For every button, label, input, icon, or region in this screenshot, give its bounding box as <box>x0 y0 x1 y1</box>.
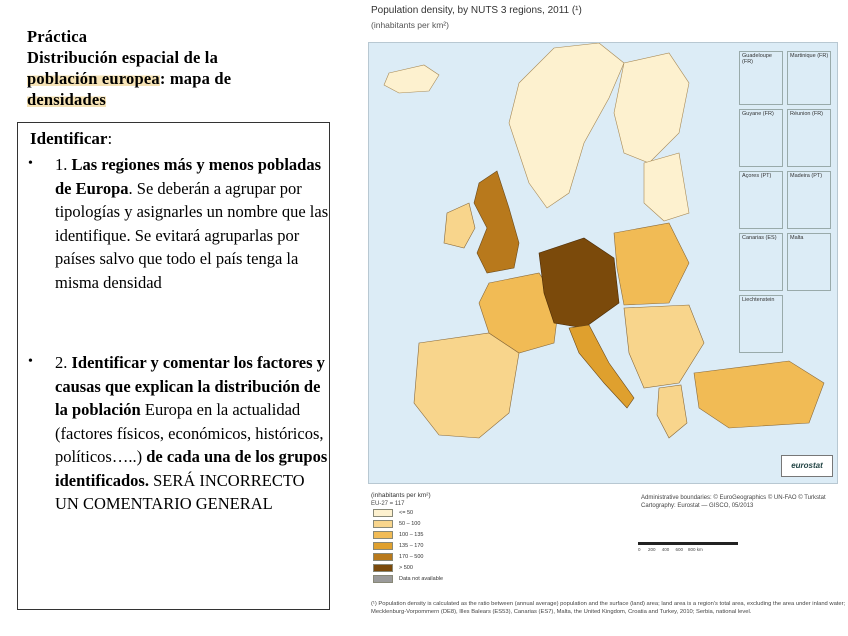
density-map-figure <box>363 0 848 636</box>
legend-row <box>371 541 621 551</box>
inset-guyane <box>739 109 783 167</box>
legend-swatch <box>373 542 393 550</box>
title-line4-text: densidades <box>27 90 107 109</box>
inset-label: Martinique (FR) <box>790 53 829 59</box>
eurostat-logo: eurostat <box>781 455 833 477</box>
bullet-2-text <box>55 351 330 516</box>
inset-malta <box>787 233 831 291</box>
legend-row <box>371 563 621 573</box>
map-credits: Administrative boundaries: © EuroGeographics © UN-FAO © Turkstat Cartography: Eurostat — GISCO, 05/2013 <box>641 495 826 509</box>
bullet-1-text <box>55 153 330 294</box>
legend-label: > 500 <box>399 565 413 571</box>
bullet-2-number: 2. <box>55 353 72 372</box>
legend-swatch <box>373 509 393 517</box>
identify-label: Identificar <box>30 129 108 148</box>
task-box <box>17 122 330 610</box>
inset-guadeloupe <box>739 51 783 105</box>
scale-bar-labels: 0 200 400 600 800 km <box>638 547 703 552</box>
legend-row <box>371 552 621 562</box>
title-line-distribucion: Distribución espacial de la <box>27 48 219 67</box>
inset-label: Liechtenstein <box>742 297 775 303</box>
legend-label: <= 50 <box>399 510 414 516</box>
bullet-dot-icon: • <box>28 156 33 171</box>
bullet-1-number: 1. <box>55 155 72 174</box>
title-highlight: población europea <box>27 69 160 88</box>
legend-swatch <box>373 531 393 539</box>
identify-heading <box>30 129 112 149</box>
inset-label: Madeira (PT) <box>790 173 823 179</box>
inset-liechtenstein <box>739 295 783 353</box>
bullet-2-rest: Europa en la actualidad (factores físicos, económicos, históricos, políticos…..) <box>55 400 324 466</box>
inset-reunion <box>787 109 831 167</box>
inset-label: Canarias (ES) <box>742 235 777 241</box>
title-line3-rest: : mapa de <box>159 69 232 88</box>
map-legend <box>371 492 621 584</box>
legend-swatch <box>373 520 393 528</box>
legend-label: 135 – 170 <box>399 543 424 549</box>
scale-bar <box>638 540 758 554</box>
bullet-2-caps: SERÁ INCORRECTO UN COMENTARIO GENERAL <box>55 470 305 513</box>
legend-row <box>371 574 621 584</box>
bullet-1-bold: Las regiones más y menos pobladas de Europa <box>55 155 322 198</box>
map-footnote: (¹) Population density is calculated as the ratio between (annual average) population and the surface (land) area; land area is a region's total area, excluding the area under inland water; Mecklenburg-Vorpommern (DE8), Illes Balears (ES53), Canarias (ES7), Malta, the United Kingdom, Croatia and Turkey, 2010; Serbia, national level. <box>371 601 846 615</box>
inset-label: Açores (PT) <box>742 173 772 179</box>
slide-title <box>27 26 327 110</box>
scale-bar-line <box>638 542 738 545</box>
inset-canarias <box>739 233 783 291</box>
legend-swatch <box>373 564 393 572</box>
inset-madeira <box>787 171 831 229</box>
legend-eu-value: EU-27 = 117 <box>371 501 405 507</box>
legend-swatch <box>373 575 393 583</box>
legend-label: Data not available <box>399 576 444 582</box>
legend-label: 100 – 135 <box>399 532 424 538</box>
bullet-2-bold1: Identificar y comentar los factores y causas que explican la distribución de la población <box>55 353 325 419</box>
title-line-practica: Práctica <box>27 27 88 46</box>
inset-acores <box>739 171 783 229</box>
inset-label: Guadeloupe (FR) <box>742 53 772 65</box>
inset-label: Guyane (FR) <box>742 111 774 117</box>
map-area <box>368 42 838 484</box>
legend-swatch <box>373 553 393 561</box>
legend-row <box>371 508 621 518</box>
bullet-2-bold2: de cada una de los grupos identificados. <box>55 447 328 490</box>
legend-title: (inhabitants per km²) <box>371 492 431 499</box>
legend-label: 170 – 500 <box>399 554 424 560</box>
bullet-1-rest: . Se deberán a agrupar por tipologías y asignarles un nombre que las identifique. Se evitará agruparlas por países salvo que todo el país tenga la misma densidad <box>55 178 329 292</box>
inset-martinique <box>787 51 831 105</box>
bullet-dot-icon: • <box>28 354 33 369</box>
inset-label: Malta <box>790 235 804 241</box>
map-title: Population density, by NUTS 3 regions, 2011 (¹) <box>371 5 582 16</box>
legend-label: 50 – 100 <box>399 521 421 527</box>
legend-row <box>371 530 621 540</box>
title-line-poblacion <box>27 68 327 89</box>
identify-colon: : <box>107 129 113 148</box>
title-line-densidades <box>27 89 327 110</box>
inset-label: Réunion (FR) <box>790 111 824 117</box>
legend-row <box>371 519 621 529</box>
map-subtitle: (inhabitants per km²) <box>371 20 449 30</box>
